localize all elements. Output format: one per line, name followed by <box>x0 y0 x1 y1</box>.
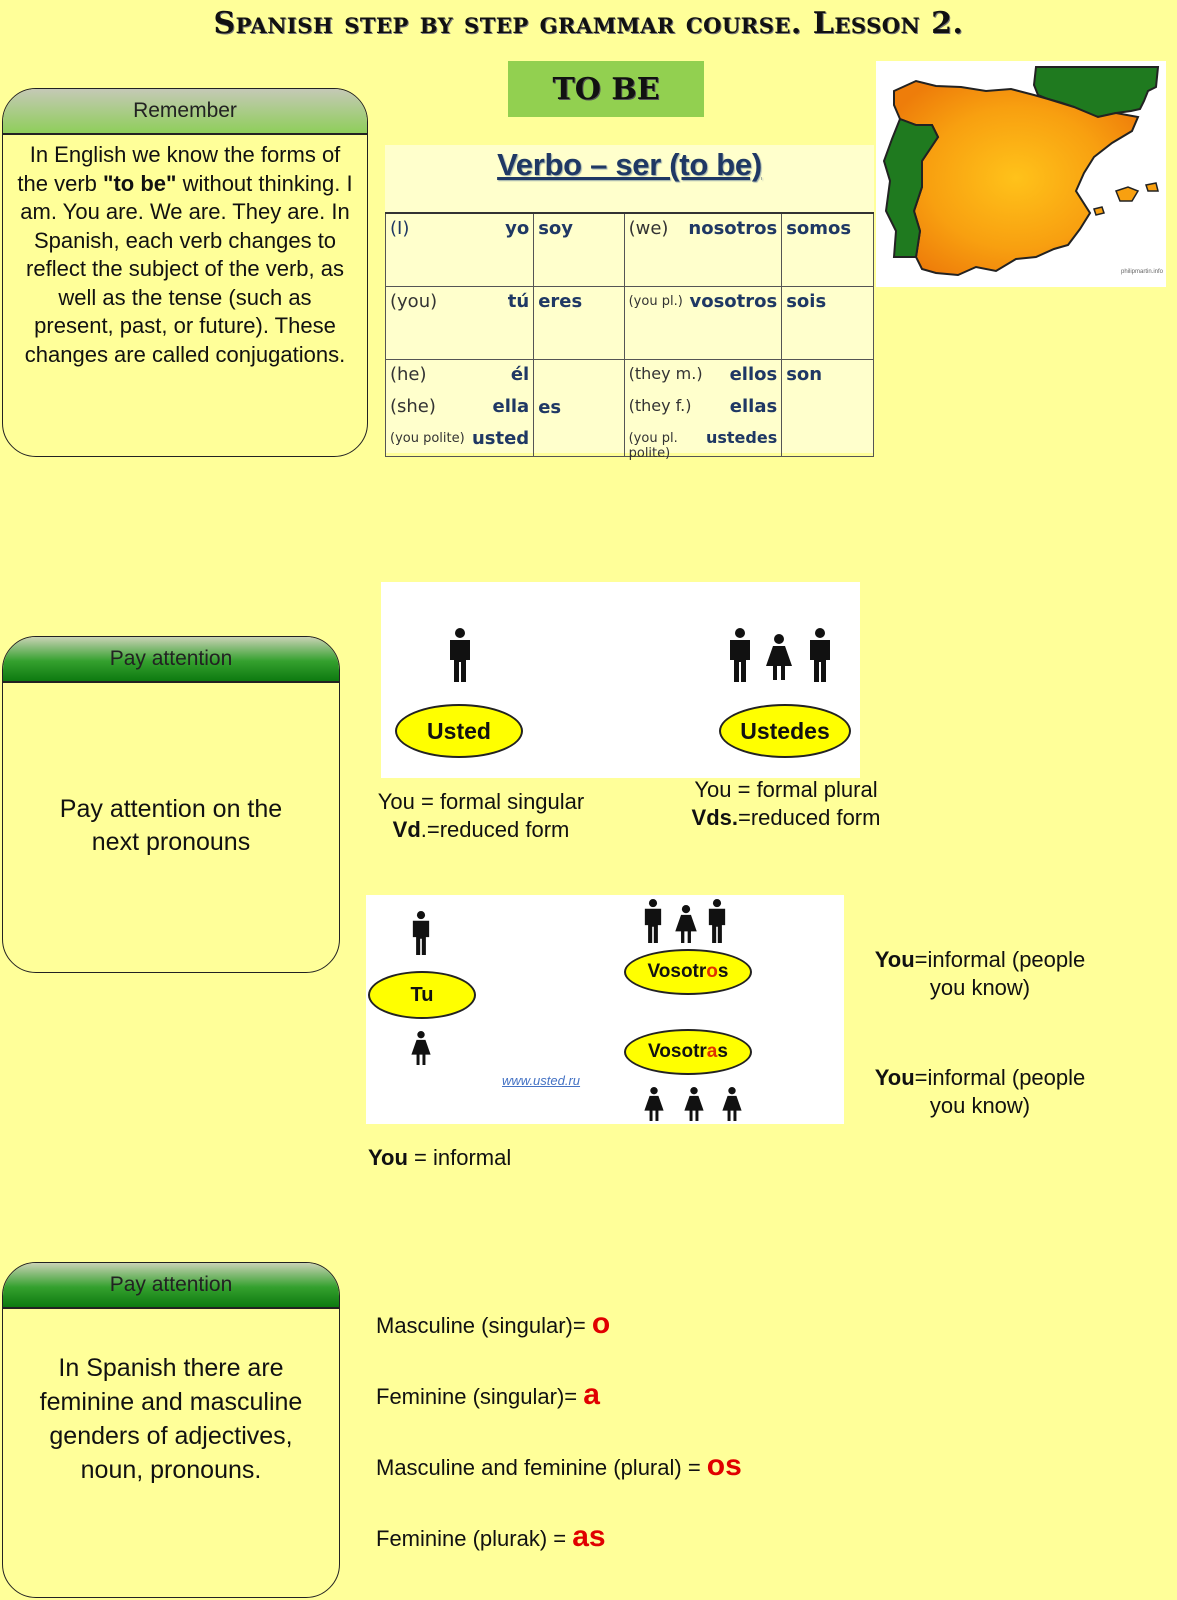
topic-banner: TO BE <box>508 61 704 117</box>
source-link[interactable]: www.usted.ru <box>502 1073 581 1088</box>
remember-card-text: In English we know the forms of the verb "to be" without thinking. I am. You are. We are. They are. In Spanish, each verb changes to reflect the subject of the verb, as well as the tense (such as present, past, or future). These changes are called conjugations. <box>17 142 353 367</box>
table-row: (he) él (she) ella (you polite) usted es (they m.) ellos (they f.) ellas (you pl. polite) ustedes son <box>386 359 874 456</box>
woman-icon <box>765 634 793 680</box>
gender-rule: Masculine and feminine (plural) = os <box>376 1449 742 1482</box>
formal-plural-caption: You = formal plural Vds.=reduced form <box>691 777 881 830</box>
vosotros-cloud: Vosotr o s <box>624 949 752 995</box>
man-icon <box>410 911 432 955</box>
man-icon <box>727 628 753 682</box>
woman-icon <box>682 1087 706 1121</box>
formal-singular-caption: You = formal singular Vd.=reduced form <box>377 789 585 842</box>
gender-card-text: In Spanish there are feminine and masculine genders of adjectives, noun, pronouns. <box>39 1354 303 1484</box>
pronouns-card-text: Pay attention on the next pronouns <box>59 795 283 856</box>
iberia-map-image <box>876 61 1166 287</box>
gender-card <box>2 1262 340 1598</box>
conjugation-table <box>385 212 874 461</box>
vosotras-cloud: Vosotr a s <box>624 1029 752 1075</box>
woman-icon <box>408 1031 434 1065</box>
woman-icon <box>642 1087 666 1121</box>
man-icon <box>642 899 664 943</box>
gender-rule: Feminine (plurak) = as <box>376 1520 606 1553</box>
remember-card <box>2 88 368 457</box>
informal-bottom-caption: You = informal <box>368 1145 512 1170</box>
gender-card-heading: Pay attention <box>3 1263 339 1309</box>
woman-icon <box>674 905 698 943</box>
pronouns-card <box>2 636 340 973</box>
formal-pronouns-image <box>381 582 860 778</box>
remember-card-heading: Remember <box>3 89 367 135</box>
spain-map-icon <box>876 61 1166 287</box>
verb-table-panel <box>385 145 874 461</box>
gender-rule: Masculine (singular)= o <box>376 1307 611 1340</box>
man-icon <box>807 628 833 682</box>
ustedes-cloud: Ustedes <box>719 704 851 758</box>
woman-icon <box>720 1087 744 1121</box>
informal-right-caption-1: You=informal (people you know) <box>874 947 1086 1000</box>
table-row: (I) yo soy (we) nosotros somos <box>386 213 874 286</box>
usted-cloud: Usted <box>395 704 523 758</box>
gender-rule: Feminine (singular)= a <box>376 1378 600 1411</box>
tu-cloud: Tu <box>368 971 476 1019</box>
man-icon <box>447 628 473 682</box>
informal-right-caption-2: You=informal (people you know) <box>874 1065 1086 1118</box>
table-row: (you) tú eres (you pl.) vosotros sois <box>386 286 874 359</box>
man-icon <box>706 899 728 943</box>
informal-pronouns-image <box>366 895 844 1124</box>
page-title: Spanish step by step grammar course. Lesson 2. <box>213 6 964 41</box>
svg-text:philipmartin.info: philipmartin.info <box>1121 269 1164 275</box>
verb-table-title: Verbo – ser (to be) <box>497 147 762 182</box>
pronouns-card-heading: Pay attention <box>3 637 339 683</box>
